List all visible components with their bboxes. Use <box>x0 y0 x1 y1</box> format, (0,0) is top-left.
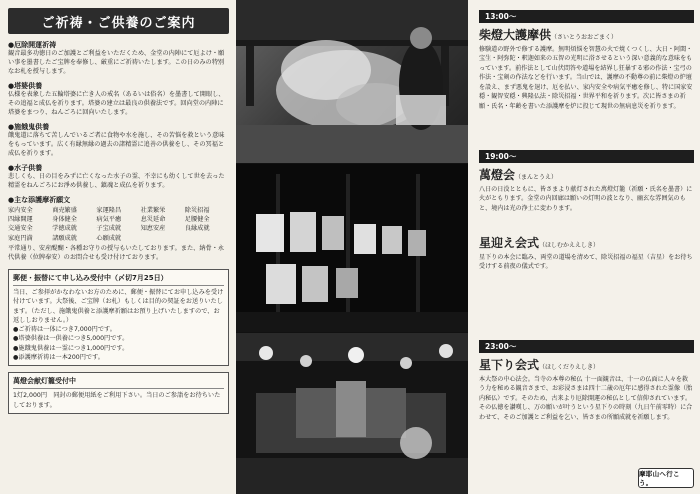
wish-item: 交通安全 <box>8 225 33 233</box>
event-time: 19:00～ <box>479 150 694 163</box>
guide-column <box>0 0 235 494</box>
price-item: ●ご祈祷は一体につき7,000円です。 <box>13 326 116 334</box>
wishes-note: 平常通り、安産醍醐・各種お守りの授与もいたしております。また、納骨・永代供養（位牌奉安）のお問合せも受け付けております。 <box>8 245 225 261</box>
wish-item: 子宝成就 <box>96 225 122 233</box>
event-title-text: 柴燈大護摩供 <box>479 28 552 42</box>
section-title: ●施餓鬼供養 <box>8 122 50 131</box>
lantern-body: 1灯2,000円 同封の郵便用紙をご利用下さい。当日のご参詣をお待ちいたしております。 <box>13 392 221 409</box>
event-mantoue <box>479 150 694 213</box>
wish-item: 息災延命 <box>140 216 166 224</box>
section-toba <box>8 81 229 118</box>
maya-logo <box>638 468 694 488</box>
event-hoshikudari <box>479 340 694 422</box>
wish-item: 諸願成就 <box>52 234 77 242</box>
goma-fire-illustration <box>236 0 468 163</box>
reservation-title: 郵便・振替にて申し込み受付中（〆切7月25日） <box>13 273 224 286</box>
event-body: 八日の日没とともに、皆さまより献灯された萬燈灯籠（祈願・氏名を墨書）に火がともります。金堂の内回廊は願いの灯明の波となり、幽玄な雰囲気のもと、境内は光の浄土に変わります。 <box>479 186 693 212</box>
wish-item: 身体健全 <box>52 216 77 224</box>
photo-goma-fire <box>236 0 468 163</box>
section-segaki <box>8 122 229 159</box>
section-title: ●厄除開運祈祷 <box>8 41 57 49</box>
wish-item: 除災招福 <box>184 206 210 214</box>
event-reading: （まんとうえ） <box>515 174 558 181</box>
section-title: ●水子供養 <box>8 163 43 172</box>
photo-column <box>236 0 468 494</box>
photo-temple-interior <box>236 333 468 494</box>
event-title <box>479 26 694 43</box>
wish-item: 四縁開運 <box>8 216 33 224</box>
event-title <box>479 234 694 251</box>
schedule-column <box>469 0 700 494</box>
event-body: 本大祭の中心法会。当寺の本尊の秘仏 十一面観音は、十一の仏面に人々を救う力を秘める観音さまで、お彩浸さまは四十二歳の厄年に感得された霊像（胎内秘仏）です。そのため、古来より厄除開運の秘仏として信仰されています。その仏徳を讃嘆し、万の願いが叶うという星下りの時刻（九日午前零時）に合わせて、そのご加護とご利益を乞い、皆さまの所願成就を祈願します。 <box>479 376 693 421</box>
wishes-grid <box>8 206 229 243</box>
wish-item: 社業繁栄 <box>140 206 166 214</box>
event-title <box>479 166 694 183</box>
photo-lanterns <box>236 164 468 332</box>
wishes-title: ●主な添護摩祈願文 <box>8 195 71 204</box>
section-body: 悲しくも、日の目をみずに亡くなった水子の霊、不幸にも幼くして世を去った精霊をねんごろにお淨め供養し、鎮魂と成仏を祈ります。 <box>8 172 225 189</box>
temple-interior-illustration <box>236 333 468 494</box>
price-item: ●施餓鬼供養は一霊につき1,000円です。 <box>13 344 129 352</box>
wish-item: 学徳成就 <box>52 225 77 233</box>
event-reading: （ほしくだりえしき） <box>539 364 600 371</box>
event-title-text: 星下り会式 <box>479 358 540 372</box>
event-title <box>479 356 694 373</box>
price-item: ●添護摩祈祷は一本200円です。 <box>13 354 104 362</box>
reservation-box <box>8 269 229 366</box>
section-title: ●塔婆供養 <box>8 81 43 90</box>
lantern-box <box>8 372 229 414</box>
event-saito-goma <box>479 10 694 111</box>
section-body: 観音最多功徳日のご加護とご利益をいただくため、金堂の内陣にて厄よけ・願い事を墨書したご宝牌を奉修し、厳重にご祈祷いたします。この日のみの特別なお札を授与します。 <box>8 50 225 75</box>
event-body: 修験道の野外で修する護摩。無明煩悩を智慧の火で焼くつくし、大日・阿閦・宝生・阿弥陀・釈迦如来の五智の光明に浴させるという深い意義的な意味をもっています。前作法として山伏問答や道場を結界し狂暴する邪の作法・宝弓の作法・宝剣の作法などを行います。当山では、護摩の不動尊の前に柴燈の炉壇を設え、まず悪鬼を退け、厄を払い、家内安全や病気平癒を修し、特に国家安穏・観智安穏・興隆仏法・除災招福・世界平和を祈ります。次に皆さまの祈願・氏名・年齢を書いた添護摩を炉に投じて現世の無病息災を祈ります。 <box>479 46 693 110</box>
wish-item: 良縁成就 <box>184 225 210 233</box>
wish-item: 商売繁盛 <box>52 206 77 214</box>
wish-item: 病気平癒 <box>96 216 122 224</box>
section-mizuko <box>8 163 229 191</box>
wish-item: 家運隆昌 <box>96 206 122 214</box>
wish-item: 家内安全 <box>8 206 33 214</box>
event-title-text: 星迎え会式 <box>479 236 540 250</box>
lanterns-illustration <box>236 164 468 332</box>
event-time: 13:00～ <box>479 10 694 23</box>
section-body: 餓鬼道に落ちて苦しんでいるご者に食物や水を施し、その苦悩を救という意味をもっています。広く有縁無縁の過去の諸精霊に追善の供養をし、その冥福と成仏を祈ります。 <box>8 131 225 157</box>
section-yakuyoke <box>8 40 229 77</box>
guide-banner: ご祈祷・ご供養のご案内 <box>8 8 229 34</box>
event-time: 23:00～ <box>479 340 694 353</box>
reservation-body: 当日、ご参拝がかなわないお方のために、郵便・振替にてお申し込みを受け付けています。大祭後、ご宝牌（お札）もしくは目的の契証をお送りいたします。（ただし、施餓鬼供養と添護摩祈願はお預り上げいたしますので、お返ししおりません。） <box>13 288 224 324</box>
wish-item: 心願成就 <box>96 234 122 242</box>
event-reading: （ほしむかええしき） <box>539 242 600 249</box>
price-item: ●塔婆供養は一供養につき5,000円です。 <box>13 335 129 343</box>
event-body: 星下りの本会に臨み、両堂の道場を清めて、除災招福の福星（吉星）をお待ち受けする前夜の儀式です。 <box>479 254 693 271</box>
wish-item: 足腰健全 <box>184 216 210 224</box>
event-hoshimukae <box>479 232 694 272</box>
logo-text: 摩耶山へ行こう。 <box>639 470 680 487</box>
section-body: 仏様を表象した五輪塔婆に亡き人の戒名（あるいは俗名）を墨書して開眼し、その追福と成仏を祈ります。塔婆の建立は最良の供養法です。回向堂の内陣に塔婆をまつり、ねんごろに回向いたします。 <box>8 90 225 116</box>
wish-item: 家庭円満 <box>8 234 33 242</box>
lantern-title: 萬燈会献灯籠受付中 <box>13 376 224 389</box>
wish-item: 知恵安産 <box>140 225 166 233</box>
event-reading: （さいとうおおごまく） <box>551 34 618 41</box>
event-title-text: 萬燈会 <box>479 168 516 182</box>
